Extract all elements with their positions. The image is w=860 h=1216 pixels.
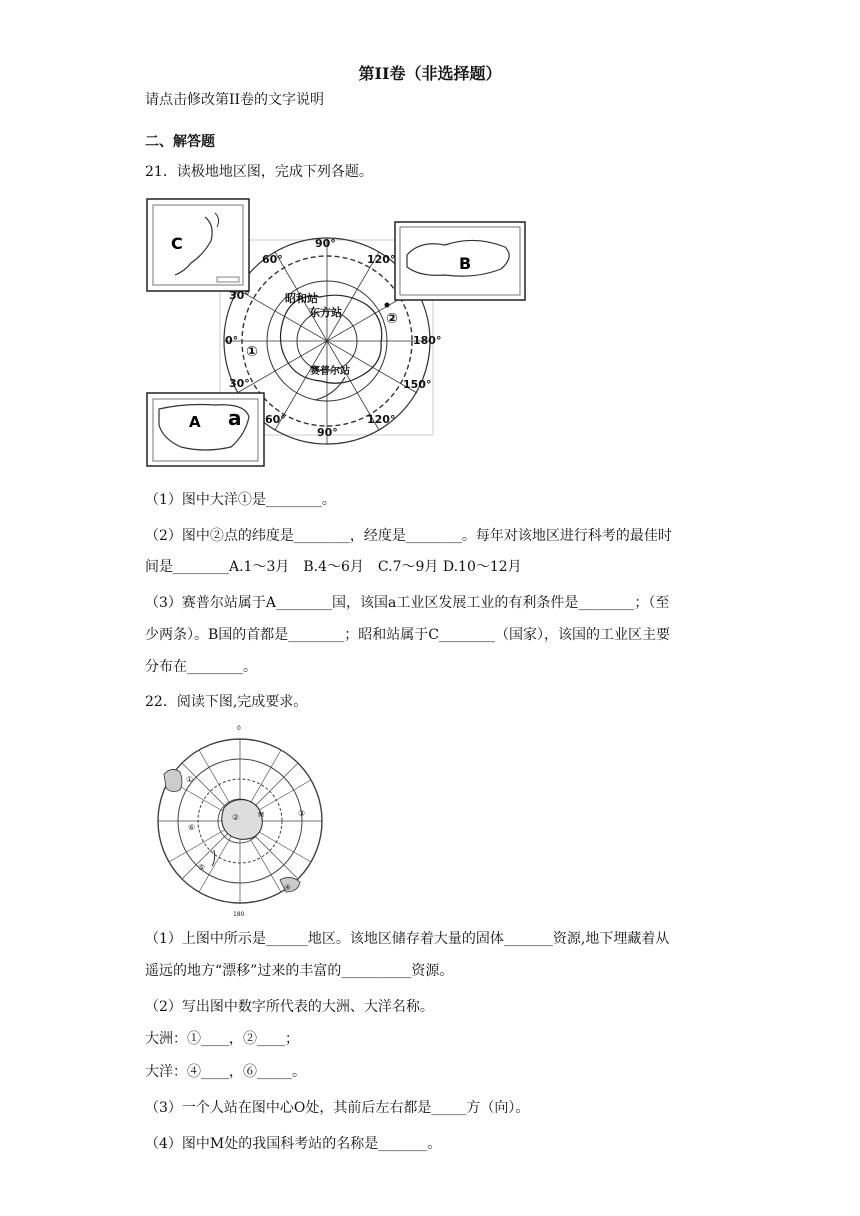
lon-label-120-bottom: 120° [367,413,396,426]
page-title: 第II卷（非选择题） [358,64,502,83]
q22-part2-oceans: 大洋：④____，⑥_____。 [145,1064,306,1080]
q21-part1: （1）图中大洋①是________。 [145,492,336,508]
lon-label-0: 0° [225,334,239,347]
q22-part2: （2）写出图中数字所代表的大洲、大洋名称。 [145,999,434,1015]
lon-label-180: 180° [413,334,442,347]
question-21-stem: 21．读极地地区图，完成下列各题。 [145,164,373,180]
section-heading: 二、解答题 [145,134,215,150]
q22-marker-1: ① [186,775,194,784]
q22-top-label: 0 [237,725,241,732]
q21-part2-line1: （2）图中②点的纬度是________，经度是________。每年对该地区进行科考的最佳时 [145,528,672,544]
q22-marker-4: ④ [284,883,292,892]
q22-part3: （3）一个人站在图中心O处，其前后左右都是_____方（向）。 [145,1100,530,1116]
lon-label-30-top: 30° [229,289,250,302]
q22-m-label: M [258,811,265,819]
station-saipuer-label: 赛普尔站 [310,366,350,377]
lon-label-120-top: 120° [367,253,396,266]
lon-label-150: 150° [403,378,432,391]
q21-part2-line2: 间是________A.1～3月 B.4～6月 C.7～9月 D.10～12月 [145,559,522,575]
marker-1: ① [246,344,258,360]
inset-c-label: C [171,234,183,253]
inset-map-c [147,199,249,291]
q21-part3-line2: 少两条）。B国的首都是________；昭和站属于C________（国家），该国的工业区主要 [145,627,670,643]
q21-part3-line1: （3）赛普尔站属于A________国，该国a工业区发展工业的有利条件是________；（至 [145,595,670,611]
q21-part3-line3: 分布在________。 [145,659,257,675]
q22-part1-line2: 遥远的地方“漂移”过来的丰富的__________资源。 [145,963,454,979]
inset-a-label: A [189,413,201,431]
q22-part2-continents: 大洲：①____，②____； [145,1031,299,1047]
lon-label-90-bottom: 90° [317,426,338,439]
inset-a-small-label: a [228,406,242,430]
q22-bottom-label: 180 [233,911,245,918]
inset-b-label: B [459,254,472,273]
marker-2: ② [386,311,398,327]
q22-marker-3: ③ [298,809,306,818]
q22-part1-line1: （1）上图中所示是______地区。该地区储存着大量的固体_______资源,地下埋藏着从 [145,931,670,947]
antarctic-map-figure [150,720,330,920]
question-22-stem: 22．阅读下图,完成要求。 [145,694,308,710]
q22-part4: （4）图中M处的我国科考站的名称是_______。 [145,1136,442,1152]
inset-map-b [395,222,525,300]
q22-marker-6: ⑥ [188,823,196,832]
lon-label-60-bottom: 60° [265,413,286,426]
station-zhaohe-label: 昭和站 [285,292,318,305]
polar-map-figure [145,195,530,470]
q22-marker-5: ⑤ [198,863,206,872]
antarctica-continent [222,800,263,840]
inset-map-a [147,393,264,466]
instruction-note[interactable]: 请点击修改第II卷的文字说明 [145,92,325,108]
lon-label-90-top: 90° [315,237,336,250]
q22-marker-2: ② [232,813,240,822]
station-dongfang-label: 东方站 [309,306,342,319]
lon-label-30-bottom: 30° [229,377,250,390]
lon-label-60-top: 60° [262,253,283,266]
